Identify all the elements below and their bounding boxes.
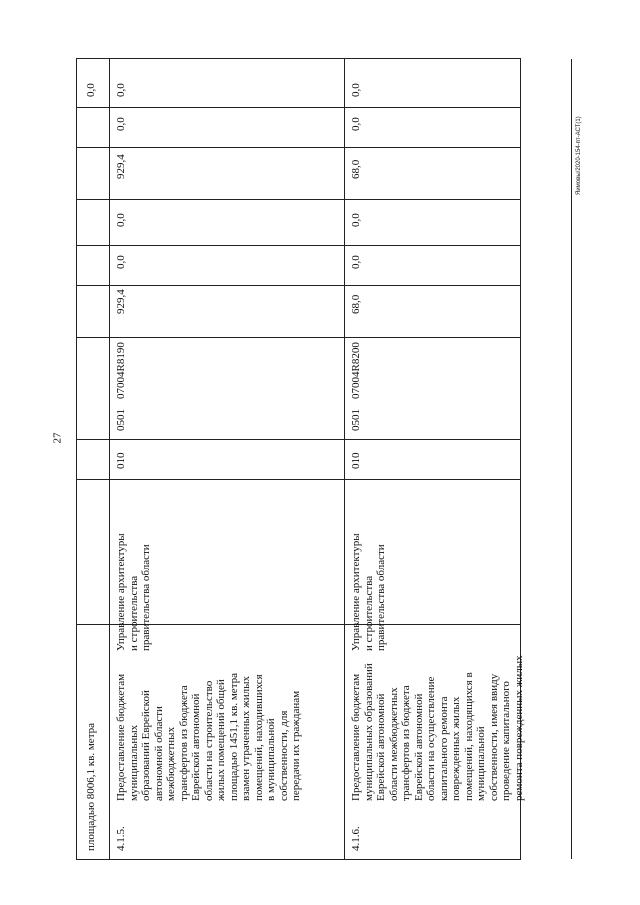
column-divider xyxy=(571,59,572,859)
row-value: 68,0 xyxy=(350,294,362,314)
top-row-value: 0,0 xyxy=(85,83,97,97)
column-divider xyxy=(344,59,345,859)
row-divider xyxy=(77,439,520,440)
row-name: Предоставление бюджетам муниципальных образований Еврейской автономной области межбюджетных трансфертов из бюджета Еврейской автономной области на осуществление капитального ремонта поврежденных жилых помещений, находящихся в муниципальной собственности, имея ввиду проведение капитального ремонта поврежденных жилых xyxy=(350,655,525,801)
side-stamp xyxy=(562,60,586,300)
page-number: 27 xyxy=(51,432,64,444)
column-divider xyxy=(109,59,110,859)
row-value: 929,4 xyxy=(115,289,127,314)
row-value: 0,0 xyxy=(115,117,127,131)
budget-table xyxy=(76,58,525,860)
row-value: 0,0 xyxy=(115,255,127,269)
row-name: Предоставление бюджетам муниципальных образований Еврейской автономной области межбюджетных трансфертов из бюджета Еврейской автономной области на строительство жилых помещений общей площадью 1451,1 кв. метра взамен утраченных жилых помещений, находившихся в муниципальной собственности, для передачи их гражданам xyxy=(115,672,302,801)
row-divider xyxy=(77,337,520,338)
row-code-target: 07004R8200 xyxy=(350,342,362,399)
row-divider xyxy=(77,245,520,246)
row-organization: Управление архитектуры и строительства правительства области xyxy=(115,533,152,651)
side-stamp-text: Яимовы/2020-154-пт-АСТ(1) xyxy=(576,116,582,195)
row-value: 929,4 xyxy=(115,154,127,179)
row-code-ministry: 010 xyxy=(115,452,127,469)
row-value: 0,0 xyxy=(350,213,362,227)
row-code-section: 0501 xyxy=(115,409,127,431)
row-divider xyxy=(77,107,520,108)
row-value: 0,0 xyxy=(115,83,127,97)
row-organization: Управление архитектуры и строительства правительства области xyxy=(350,533,387,651)
row-code-ministry: 010 xyxy=(350,452,362,469)
row-value: 0,0 xyxy=(350,83,362,97)
top-row-label: площадью 8006,1 кв. метра xyxy=(85,722,97,851)
row-number: 4.1.6. xyxy=(350,826,362,851)
row-code-section: 0501 xyxy=(350,409,362,431)
row-divider xyxy=(77,285,520,286)
row-code-target: 07004R8190 xyxy=(115,342,127,399)
row-value: 0,0 xyxy=(350,255,362,269)
row-value: 0,0 xyxy=(350,117,362,131)
row-number: 4.1.5. xyxy=(115,826,127,851)
row-divider xyxy=(77,199,520,200)
row-value: 0,0 xyxy=(115,213,127,227)
row-divider xyxy=(77,147,520,148)
row-divider xyxy=(77,479,520,480)
row-value: 68,0 xyxy=(350,159,362,179)
